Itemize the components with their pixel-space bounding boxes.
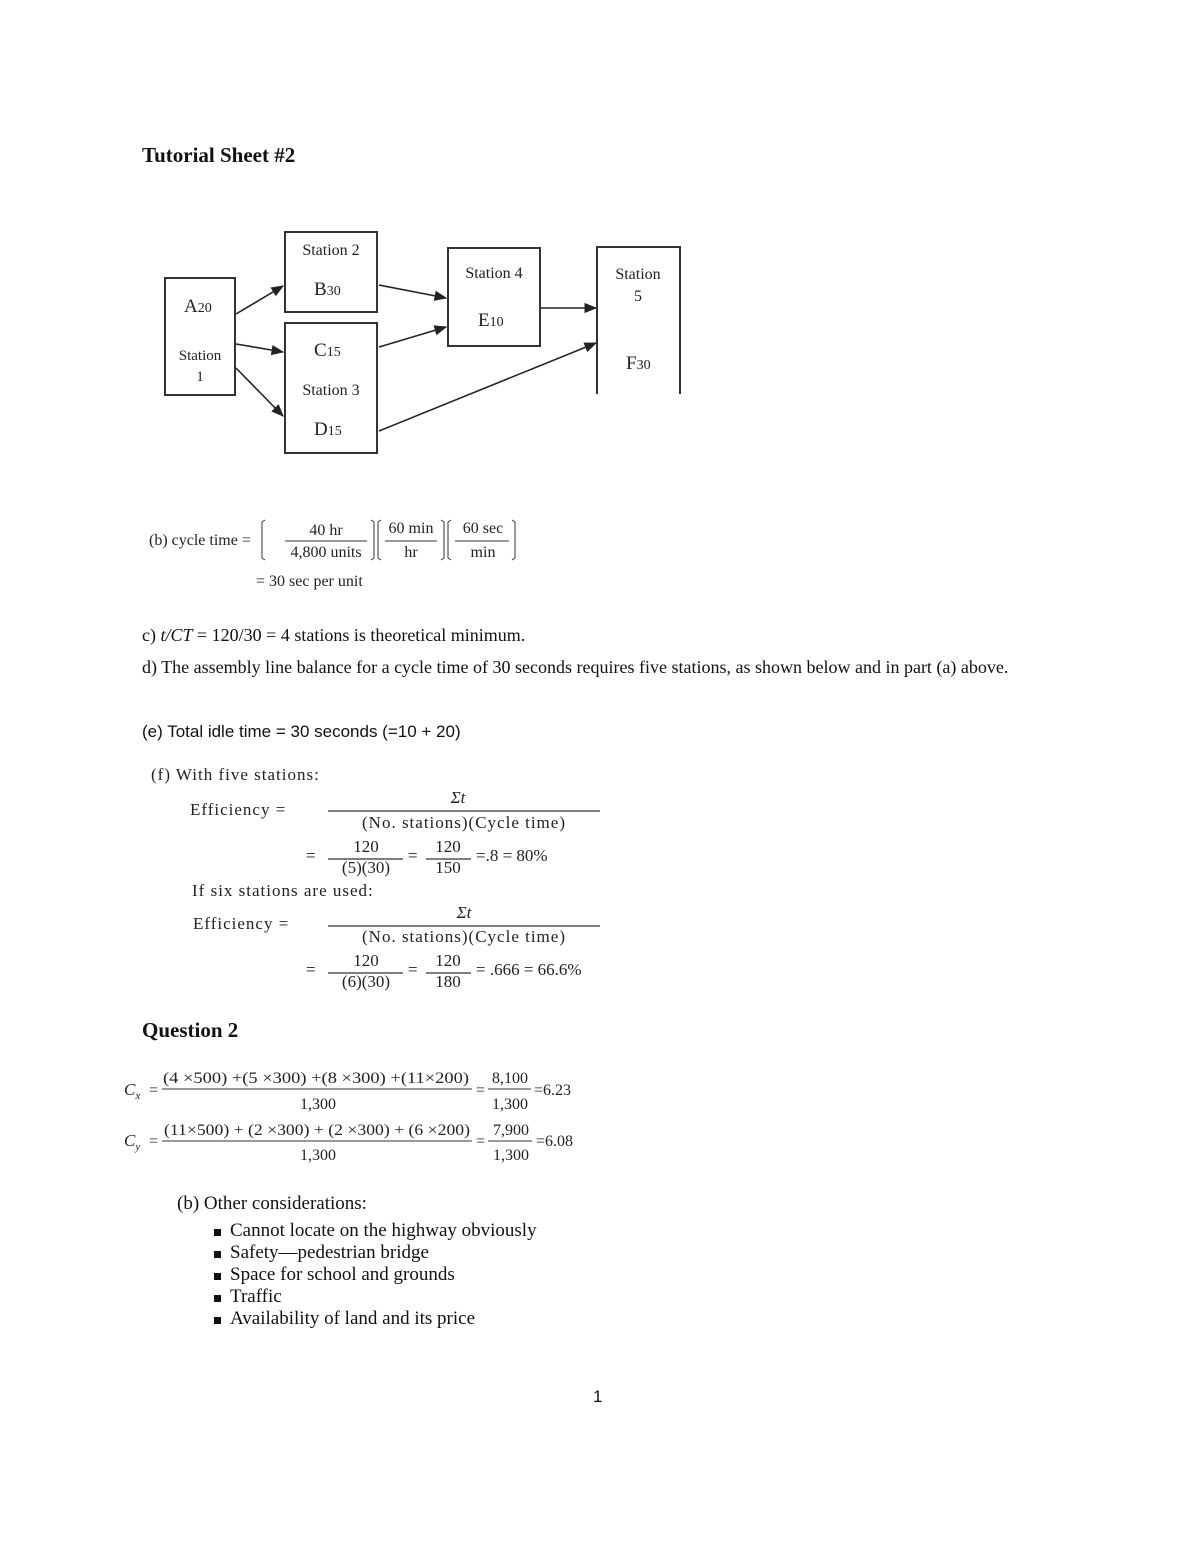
svg-text:=: =	[408, 846, 418, 865]
six-den-2: 180	[435, 972, 461, 991]
station-5-label-1: Station	[615, 266, 661, 283]
list-item: Cannot locate on the highway obviously	[212, 1220, 537, 1242]
part-f-heading: (f) With five stations:	[151, 765, 320, 784]
f1-numerator: 40 hr	[309, 522, 343, 539]
task-f-label: F	[626, 353, 637, 374]
svg-text:C15	[314, 340, 341, 361]
part-c-formula: t/CT	[160, 625, 193, 645]
task-c-time: 15	[326, 345, 341, 360]
eff-label-five: Efficiency =	[190, 800, 287, 819]
f1-denominator: 4,800 units	[290, 544, 362, 561]
svg-text:B30	[314, 279, 341, 300]
cy-subscript: y	[135, 1141, 141, 1153]
task-d-label: D	[314, 419, 328, 440]
cx-subscript: x	[135, 1090, 141, 1102]
svg-text:=: =	[306, 846, 316, 865]
svg-text:Cx	[124, 1080, 140, 1102]
station-1-label-2: 1	[196, 369, 204, 385]
f3-numerator: 60 sec	[462, 520, 504, 537]
f2-numerator: 60 min	[388, 520, 434, 537]
other-considerations-heading: (b) Other considerations:	[177, 1193, 367, 1214]
f3-denominator: min	[470, 544, 496, 561]
five-den-2: 150	[435, 858, 461, 877]
svg-text:=: =	[476, 1133, 486, 1150]
task-e-time: 10	[489, 315, 504, 330]
arrow-a-to-b	[236, 286, 283, 314]
denominator-six: (No. stations)(Cycle time)	[362, 927, 566, 946]
six-result: = .666 = 66.6%	[476, 960, 582, 979]
arrow-c-to-e	[379, 327, 446, 347]
eff-label-six: Efficiency =	[193, 914, 290, 933]
svg-text:=: =	[306, 960, 316, 979]
cx-result: =6.23	[534, 1082, 572, 1099]
svg-text:=: =	[149, 1082, 159, 1099]
svg-text:=: =	[149, 1133, 159, 1150]
cycle-time-formula	[145, 512, 525, 597]
svg-text:Cy	[124, 1131, 140, 1153]
cx-denominator-2: 1,300	[492, 1096, 528, 1113]
considerations-list	[212, 1220, 537, 1330]
svg-text:=: =	[408, 960, 418, 979]
efficiency-formulas	[148, 760, 648, 995]
svg-text:A20	[184, 296, 212, 317]
five-num-2: 120	[435, 837, 461, 856]
centroid-formulas	[120, 1062, 600, 1167]
arrow-b-to-e	[379, 285, 446, 298]
station-4-box	[448, 248, 540, 346]
cx-label: C	[124, 1080, 136, 1099]
list-item: Safety—pedestrian bridge	[212, 1242, 537, 1264]
cycle-time-result: = 30 sec per unit	[256, 573, 363, 590]
station-diagram	[150, 222, 695, 467]
svg-text:F30	[626, 353, 651, 374]
task-a-label: A	[184, 296, 198, 317]
sum-t-six: Σt	[456, 903, 472, 922]
cy-numerator: (11×500) + (2 ×300) + (2 ×300) + (6 ×200)	[164, 1122, 470, 1139]
five-den-1: (5)(30)	[341, 858, 391, 877]
part-c-line	[142, 624, 525, 647]
cycle-time-label: (b) cycle time =	[149, 532, 251, 549]
page-number: 1	[593, 1387, 603, 1406]
part-e-text: (e) Total idle time = 30 seconds (=10 + 20)	[142, 722, 461, 741]
station-5-label-2: 5	[634, 288, 642, 305]
station-4-label: Station 4	[465, 265, 523, 282]
list-item: Availability of land and its price	[212, 1308, 537, 1330]
cy-label: C	[124, 1131, 136, 1150]
task-b-label: B	[314, 279, 327, 300]
cy-numerator-2: 7,900	[493, 1122, 529, 1139]
cy-denominator: 1,300	[300, 1147, 336, 1164]
cx-numerator: (4 ×500) +(5 ×300) +(8 ×300) +(11×200)	[163, 1070, 469, 1087]
arrow-a-to-d	[236, 368, 283, 416]
cx-numerator-2: 8,100	[492, 1070, 528, 1087]
svg-text:D15	[314, 419, 342, 440]
part-c-prefix: c)	[142, 625, 161, 645]
cx-denominator: 1,300	[300, 1096, 336, 1113]
station-2-label: Station 2	[302, 242, 360, 259]
denominator-five: (No. stations)(Cycle time)	[362, 813, 566, 832]
part-d-text: d) The assembly line balance for a cycle time of 30 seconds requires five stations, as shown below and in part (a) above.	[142, 657, 1009, 677]
part-c-eq: = 120/30 = 4	[192, 625, 290, 645]
station-3-label: Station 3	[302, 382, 360, 399]
list-item: Traffic	[212, 1286, 537, 1308]
cy-denominator-2: 1,300	[493, 1147, 529, 1164]
six-num-1: 120	[353, 951, 379, 970]
task-e-label: E	[478, 310, 490, 331]
five-num-1: 120	[353, 837, 379, 856]
task-b-time: 30	[326, 284, 341, 299]
six-heading: If six stations are used:	[192, 881, 374, 900]
task-f-time: 30	[636, 358, 651, 373]
task-d-time: 15	[327, 424, 342, 439]
list-item: Space for school and grounds	[212, 1264, 537, 1286]
task-c-label: C	[314, 340, 327, 361]
svg-text:=: =	[476, 1082, 486, 1099]
sum-t-five: Σt	[450, 788, 466, 807]
arrow-d-to-f	[379, 343, 596, 431]
svg-text:E10	[478, 310, 504, 331]
question-2-heading: Question 2	[142, 1018, 239, 1042]
cy-result: =6.08	[536, 1133, 574, 1150]
page-title: Tutorial Sheet #2	[142, 143, 296, 167]
six-den-1: (6)(30)	[341, 972, 391, 991]
f2-denominator: hr	[404, 544, 418, 561]
station-1-label-1: Station	[178, 348, 222, 364]
six-num-2: 120	[435, 951, 461, 970]
arrow-a-to-c	[236, 344, 283, 352]
five-result: =.8 = 80%	[476, 846, 548, 865]
task-a-time: 20	[197, 301, 212, 316]
part-c-rest: stations is theoretical minimum.	[289, 625, 526, 645]
